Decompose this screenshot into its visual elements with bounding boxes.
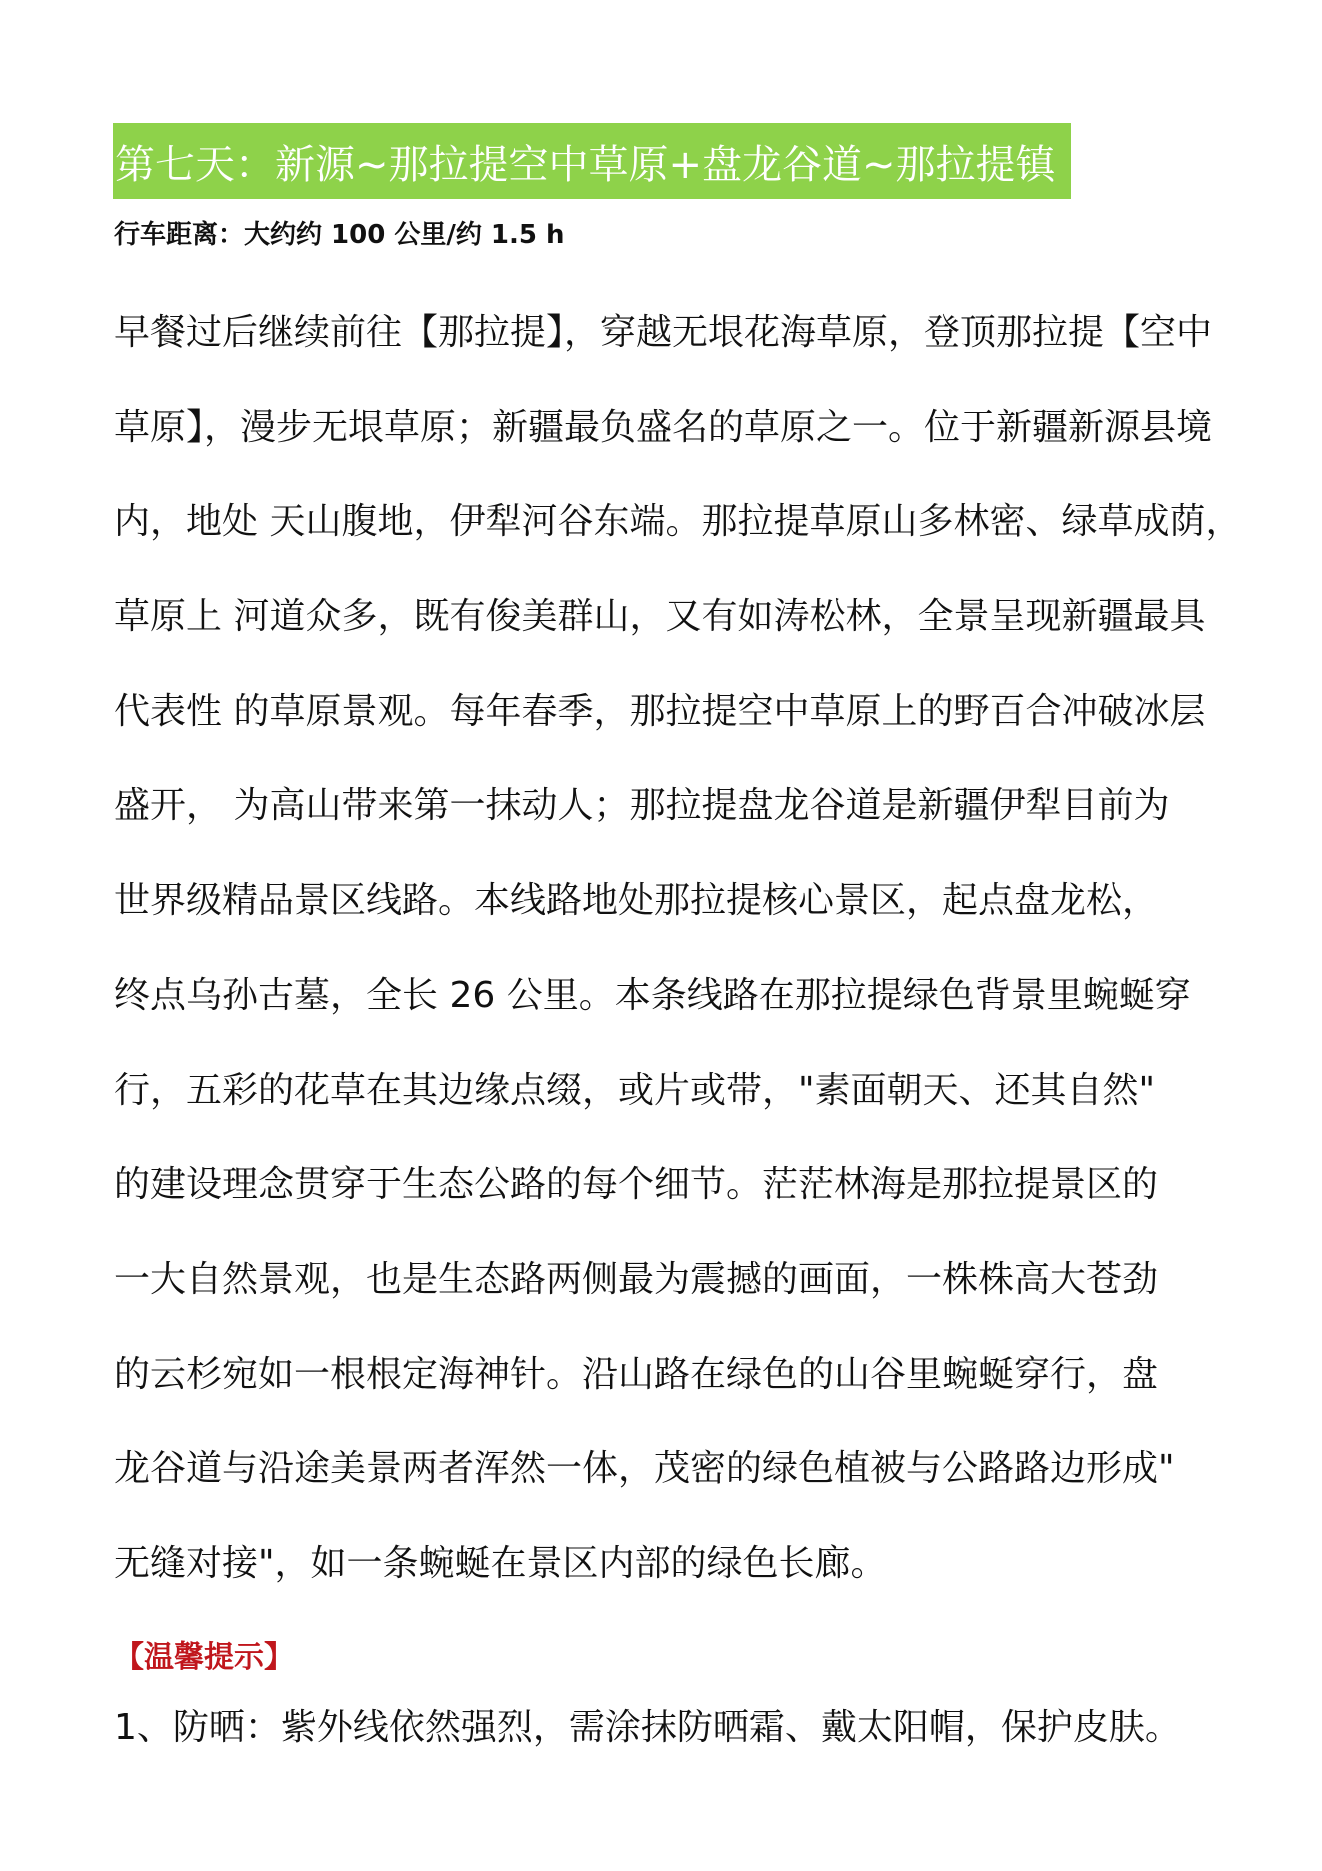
body-line: 的云杉宛如一根根定海神针。沿山路在绿色的山谷里蜿蜒穿行，盘	[114, 1353, 1159, 1395]
day-title: 第七天：新源~那拉提空中草原+盘龙谷道~那拉提镇	[115, 141, 1056, 188]
body-line: 终点乌孙古墓，全长 26 公里。本条线路在那拉提绿色背景里蜿蜒穿	[114, 974, 1191, 1016]
body-line: 龙谷道与沿途美景两者浑然一体，茂密的绿色植被与公路路边形成"	[114, 1448, 1175, 1490]
driving-distance: 行车距离：大约约 100 公里/约 1.5 h	[114, 220, 565, 250]
body-line: 草原】，漫步无垠草原；新疆最负盛名的草原之一。位于新疆新源县境	[114, 406, 1213, 448]
itinerary-description	[114, 286, 1242, 1612]
body-line: 早餐过后继续前往【那拉提】，穿越无垠花海草原，登顶那拉提【空中	[114, 312, 1213, 353]
body-line: 代表性 的草原景观。每年春季，那拉提空中草原上的野百合冲破冰层	[114, 690, 1206, 732]
body-line: 内，地处 天山腹地，伊犁河谷东端。那拉提草原山多林密、绿草成荫，	[114, 501, 1242, 543]
body-line: 行，五彩的花草在其边缘点缀，或片或带，"素面朝天、还其自然"	[114, 1069, 1156, 1111]
body-line: 无缝对接"，如一条蜿蜒在景区内部的绿色长廊。	[114, 1542, 887, 1584]
body-line: 盛开， 为高山带来第一抹动人；那拉提盘龙谷道是新疆伊犁目前为	[114, 785, 1170, 827]
tip-item-sun-protection: 1、防晒：紫外线依然强烈，需涂抹防晒霜、戴太阳帽，保护皮肤。	[114, 1707, 1181, 1748]
body-line: 的建设理念贯穿于生态公路的每个细节。茫茫林海是那拉提景区的	[114, 1164, 1159, 1206]
day-title-banner	[113, 123, 1071, 199]
body-line: 草原上 河道众多，既有俊美群山，又有如涛松林，全景呈现新疆最具	[114, 596, 1206, 638]
body-line: 一大自然景观，也是生态路两侧最为震撼的画面，一株株高大苍劲	[114, 1258, 1159, 1300]
body-line: 世界级精品景区线路。本线路地处那拉提核心景区，起点盘龙松，	[114, 880, 1159, 922]
tips-heading: 【温馨提示】	[114, 1640, 294, 1675]
